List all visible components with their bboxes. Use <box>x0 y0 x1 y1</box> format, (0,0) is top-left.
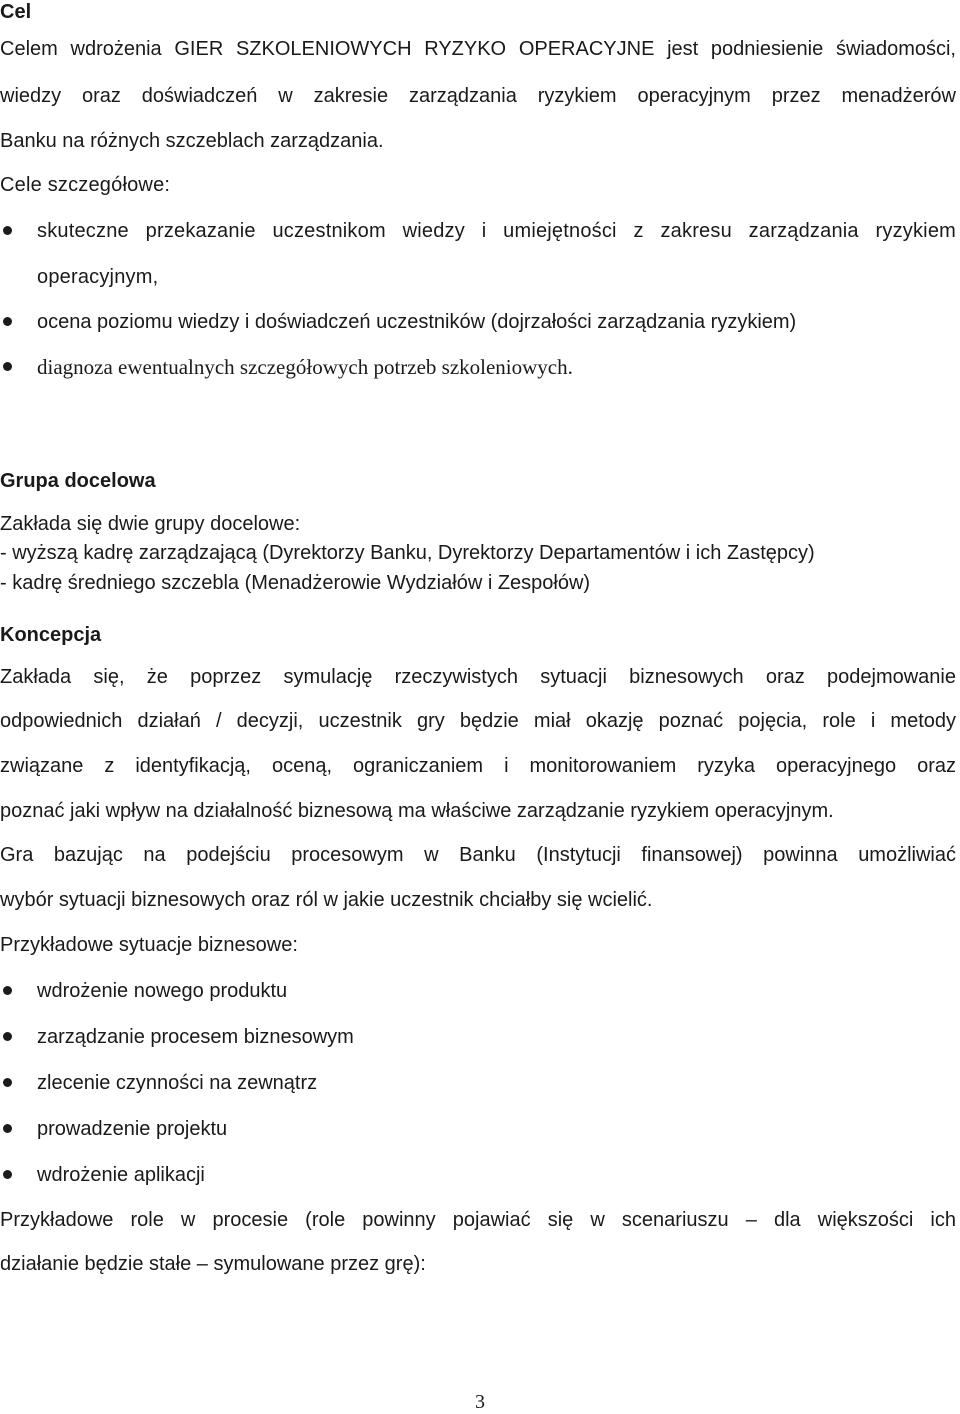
koncepcja-sub-label: Przykładowe sytuacje biznesowe: <box>0 934 298 956</box>
cel-bullet-2-text: ocena poziomu wiedzy i doświadczeń uczestników (dojrzałości zarządzania ryzykiem) <box>37 311 797 333</box>
koncepcja-paragraph-1-line-3: związane z identyfikacją, oceną, ograniczaniem i monitorowaniem ryzyka operacyjnego oraz <box>0 755 956 777</box>
section-heading-cel: Cel <box>0 1 32 23</box>
cel-sub-label: Cele szczegółowe: <box>0 174 171 196</box>
grupa-line-3: - kadrę średniego szczebla (Menadżerowie Wydziałów i Zespołów) <box>0 572 591 594</box>
bullet-icon <box>3 226 12 235</box>
page-number: 3 <box>475 1391 485 1413</box>
koncepcja-bullet-1-text: wdrożenie nowego produktu <box>37 980 288 1002</box>
bullet-icon <box>3 1124 12 1133</box>
bullet-icon <box>3 362 12 371</box>
koncepcja-paragraph-2-line-2: wybór sytuacji biznesowych oraz ról w jakie uczestnik chciałby się wcielić. <box>0 889 653 911</box>
cel-bullet-1-text-line-2: operacyjnym, <box>37 266 159 288</box>
cel-bullet-1-text: skuteczne przekazanie uczestnikom wiedzy i umiejętności z zakresu zarządzania ryzykiem <box>37 220 956 242</box>
bullet-icon <box>3 1032 12 1041</box>
cel-paragraph-line-1: Celem wdrożenia GIER SZKOLENIOWYCH RYZYKO OPERACYJNE jest podniesienie świadomości, <box>0 38 956 60</box>
koncepcja-bullet-3-text: zlecenie czynności na zewnątrz <box>37 1072 318 1094</box>
cel-bullet-1 <box>0 219 956 243</box>
koncepcja-roles-line-2: działanie będzie stałe – symulowane przez grę): <box>0 1253 426 1275</box>
koncepcja-bullet-4-text: prowadzenie projektu <box>37 1118 228 1140</box>
koncepcja-bullet-5-text: wdrożenie aplikacji <box>37 1164 205 1186</box>
bullet-icon <box>3 1078 12 1087</box>
koncepcja-paragraph-2-line-1: Gra bazując na podejściu procesowym w Banku (Instytucji finansowej) powinna umożliwiać <box>0 844 956 866</box>
bullet-icon <box>3 1170 12 1179</box>
cel-paragraph-line-2: wiedzy oraz doświadczeń w zakresie zarządzania ryzykiem operacyjnym przez menadżerów <box>0 85 956 107</box>
koncepcja-bullet-2-text: zarządzanie procesem biznesowym <box>37 1026 354 1048</box>
koncepcja-paragraph-1-line-4: poznać jaki wpływ na działalność biznesową ma właściwe zarządzanie ryzykiem operacyjnym. <box>0 800 834 822</box>
section-heading-grupa-docelowa: Grupa docelowa <box>0 470 156 492</box>
section-heading-koncepcja: Koncepcja <box>0 624 102 646</box>
bullet-icon <box>3 986 12 995</box>
koncepcja-paragraph-1-line-1: Zakłada się, że poprzez symulację rzeczywistych sytuacji biznesowych oraz podejmowanie <box>0 666 956 688</box>
cel-bullet-3-text: diagnoza ewentualnych szczegółowych potrzeb szkoleniowych. <box>37 355 573 379</box>
koncepcja-paragraph-1-line-2: odpowiednich działań / decyzji, uczestnik gry będzie miał okazję poznać pojęcia, role i metody <box>0 710 956 732</box>
bullet-icon <box>3 317 12 326</box>
cel-paragraph-line-3: Banku na różnych szczeblach zarządzania. <box>0 130 384 152</box>
grupa-line-2: - wyższą kadrę zarządzającą (Dyrektorzy Banku, Dyrektorzy Departamentów i ich Zastępcy) <box>0 542 815 564</box>
koncepcja-roles-line-1: Przykładowe role w procesie (role powinny pojawiać się w scenariuszu – dla większości ich <box>0 1209 956 1231</box>
grupa-line-1: Zakłada się dwie grupy docelowe: <box>0 513 301 535</box>
